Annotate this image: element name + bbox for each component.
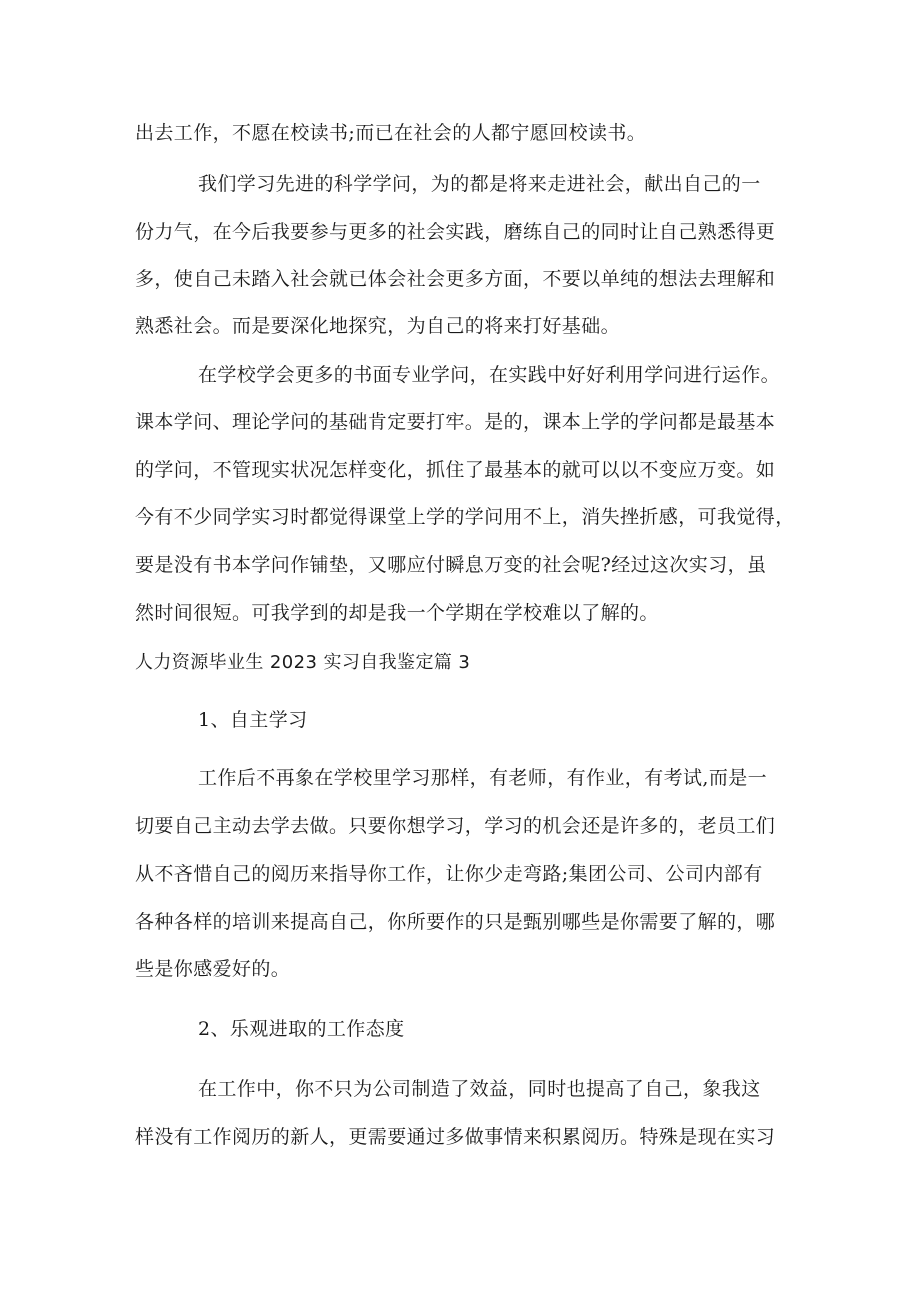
paragraph-line: 多，使自己未踏入社会就已体会社会更多方面，不要以单纯的想法去理解和 [135, 268, 776, 290]
paragraph-line: 出去工作，不愿在校读书;而已在社会的人都宁愿回校读书。 [135, 122, 647, 144]
paragraph-line: 今有不少同学实习时都觉得课堂上学的学问用不上，消失挫折感，可我觉得， [135, 506, 795, 528]
paragraph-line: 各种各样的培训来提高自己，你所要作的只是甄别哪些是你需要了解的，哪 [135, 911, 776, 933]
subsection-heading: 2、乐观进取的工作态度 [198, 1018, 405, 1040]
paragraph-line: 切要自己主动去学去做。只要你想学习，学习的机会还是许多的，老员工们 [135, 815, 776, 837]
paragraph-line: 要是没有书本学问作铺垫，又哪应付瞬息万变的社会呢?经过这次实习，虽 [135, 554, 767, 576]
paragraph-line: 熟悉社会。而是要深化地探究，为自己的将来打好基础。 [135, 315, 621, 337]
paragraph-line: 然时间很短。可我学到的却是我一个学期在学校难以了解的。 [135, 602, 659, 624]
paragraph-line: 课本学问、理论学问的基础肯定要打牢。是的，课本上学的学问都是最基本 [135, 411, 776, 433]
paragraph-line: 的学问，不管现实状况怎样变化，抓住了最基本的就可以以不变应万变。如 [135, 459, 776, 481]
subsection-heading: 1、自主学习 [198, 709, 308, 731]
paragraph-line: 在学校学会更多的书面专业学问，在实践中好好利用学问进行运作。 [198, 364, 781, 386]
section-heading: 人力资源毕业生 2023 实习自我鉴定篇 3 [135, 652, 471, 673]
paragraph-line: 些是你感爱好的。 [135, 958, 291, 980]
paragraph-line: 份力气，在今后我要参与更多的社会实践，磨练自己的同时让自己熟悉得更 [135, 221, 776, 243]
paragraph-line: 我们学习先进的科学学问，为的都是将来走进社会，献出自己的一 [198, 173, 761, 195]
paragraph-line: 样没有工作阅历的新人，更需要通过多做事情来积累阅历。特殊是现在实习 [135, 1126, 776, 1148]
paragraph-line: 从不吝惜自己的阅历来指导你工作，让你少走弯路;集团公司、公司内部有 [135, 863, 763, 885]
paragraph-line: 工作后不再象在学校里学习那样，有老师，有作业，有考试,而是一 [198, 767, 768, 789]
paragraph-line: 在工作中，你不只为公司制造了效益，同时也提高了自己，象我这 [198, 1078, 761, 1100]
